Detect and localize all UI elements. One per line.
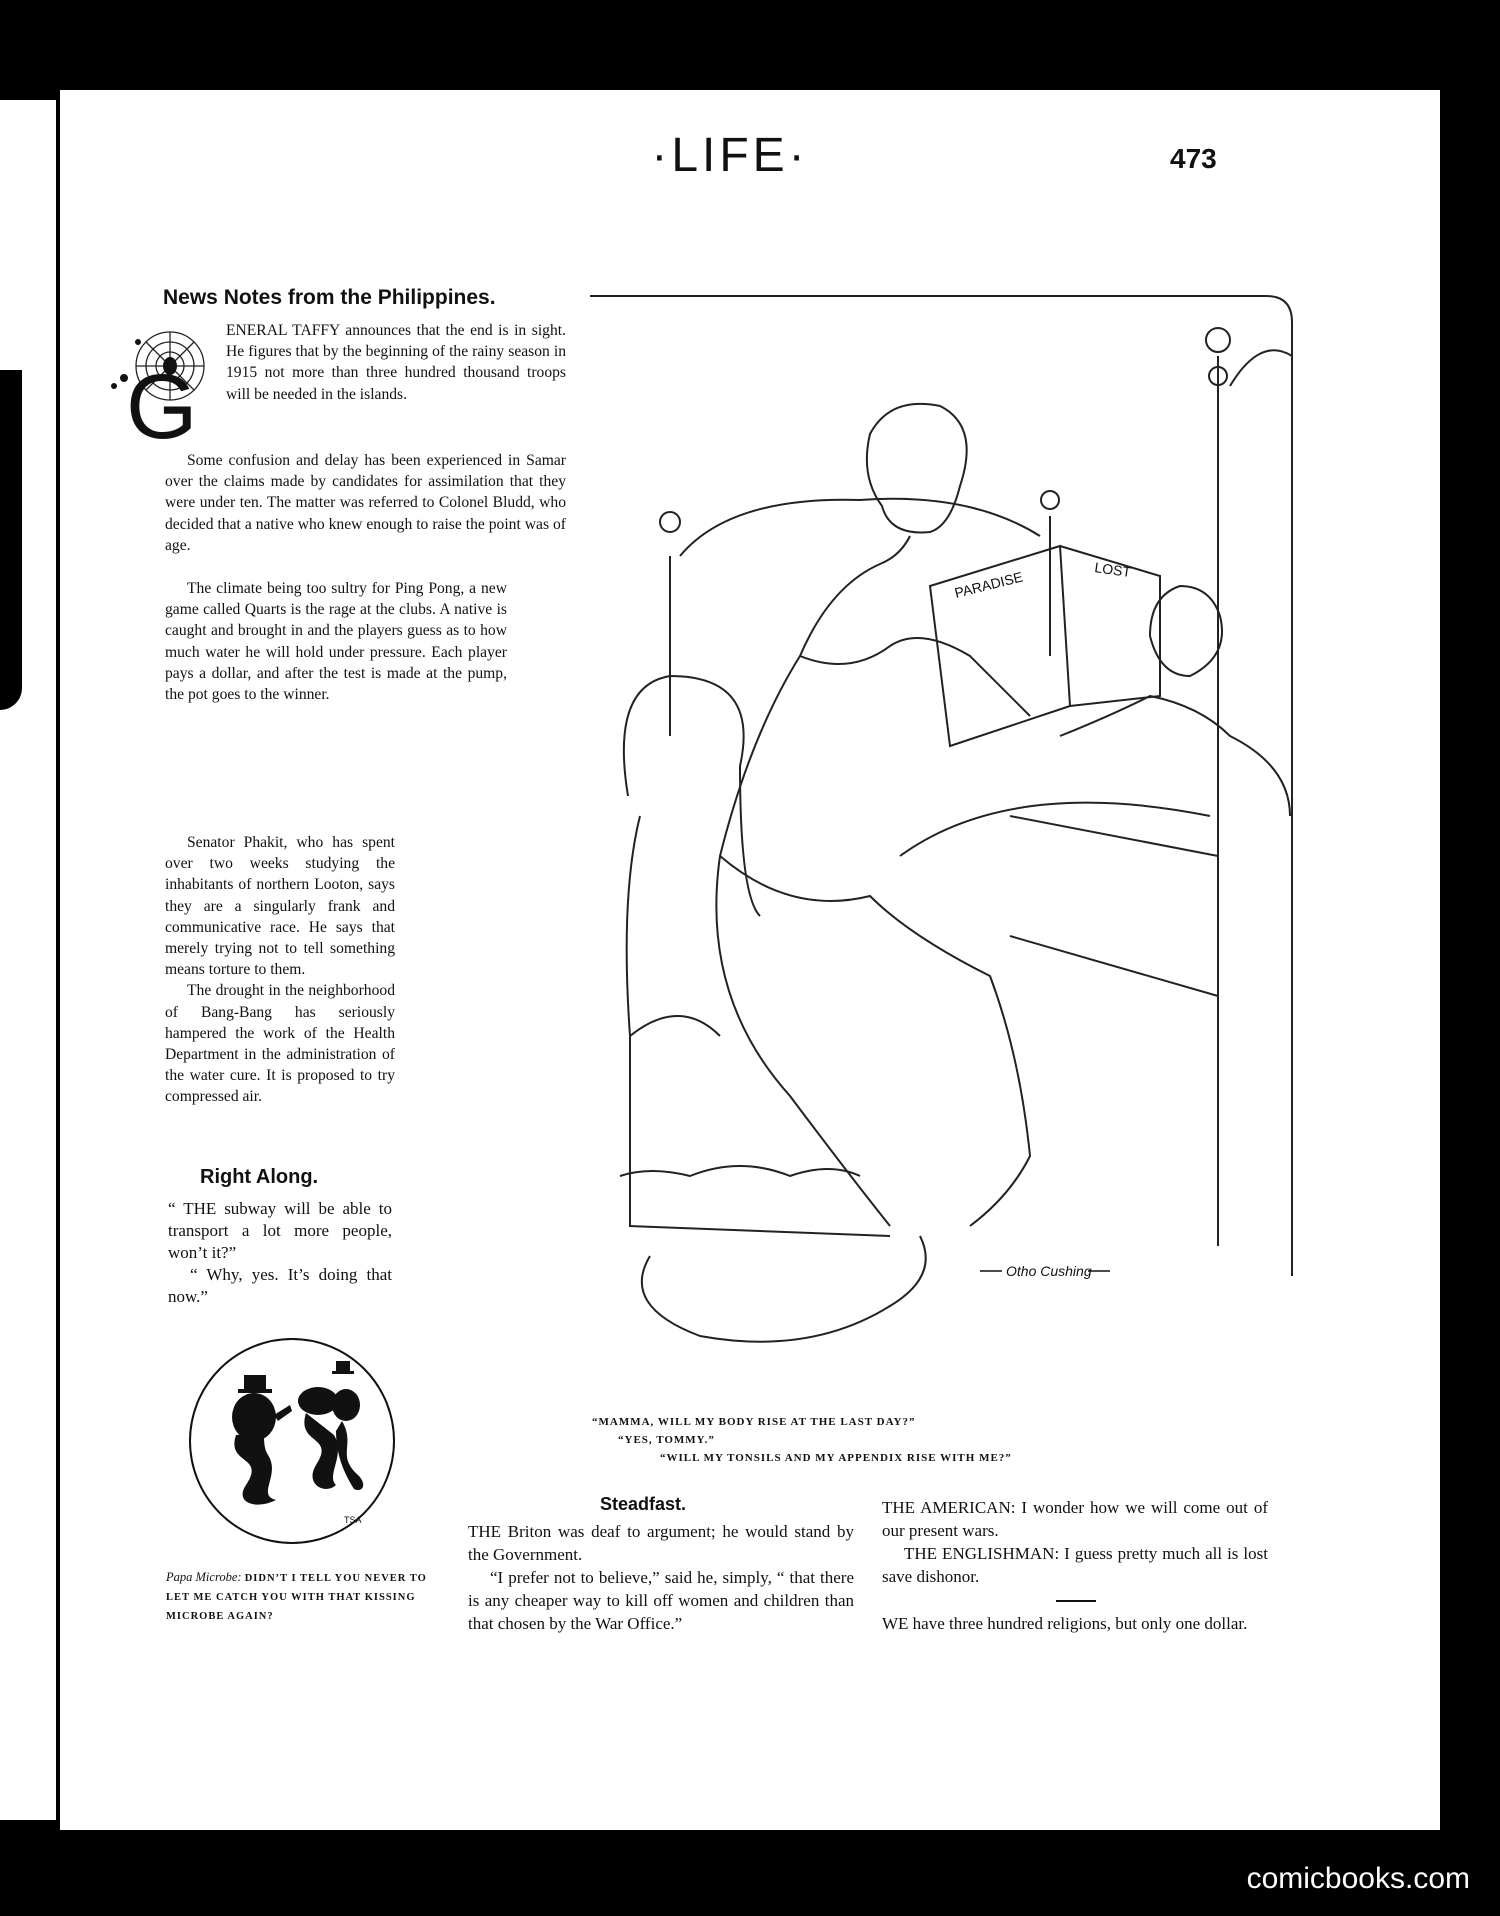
microbe-cartoon — [186, 1335, 398, 1547]
page-number: 473 — [1170, 143, 1217, 174]
news-notes-body-narrow — [165, 620, 395, 1108]
steadfast-p1: THE Briton was deaf to argument; he would stand by the Government. — [468, 1522, 854, 1564]
religions-text: WE have three hundred religions, but only one dollar. — [882, 1614, 1248, 1633]
illustration-caption-3: “WILL MY TONSILS AND MY APPENDIX RISE WITH ME?” — [660, 1452, 1012, 1464]
right-along-line2: “ Why, yes. It’s doing that now.” — [168, 1265, 392, 1306]
mother-reading-illustration — [590, 296, 1298, 1386]
american-p1: THE AMERICAN: I wonder how we will come out of our present wars. — [882, 1498, 1268, 1540]
previous-page-illustration — [0, 370, 22, 710]
news-notes-p3: The climate being too sultry for Ping Pong, a new game called Quarts is the rage at the clubs. A native is caught and brought in and the players guess as to how much water he will hold under pressure. Each player pays a dollar, and after the test is made at the pump, the pot goes to the winner. — [165, 580, 507, 704]
microbe-illustration — [186, 1335, 398, 1547]
microbe-caption-text: DIDN’T I TELL YOU NEVER TO LET ME CATCH YOU WITH THAT KISSING MICROBE AGAIN? — [166, 1573, 427, 1622]
svg-text:G: G — [126, 356, 198, 458]
news-notes-p1: ENERAL TAFFY announces that the end is in sight. He figures that by the beginning of the rainy season in 1915 not more than three hundred thousand troops will be needed in the islands. — [226, 322, 566, 403]
religions-body — [882, 1612, 1268, 1635]
book-title-word2: LOST — [1093, 559, 1133, 581]
news-notes-title: News Notes from the Philippines. — [163, 286, 496, 309]
right-along-line1: “ THE subway will be able to transport a lot more people, won’t it?” — [168, 1199, 392, 1262]
spider-web-icon — [108, 326, 218, 458]
news-notes-body-mid — [165, 578, 507, 704]
news-notes-body-wide — [165, 450, 566, 556]
news-notes-p4: Senator Phakit, who has spent over two weeks studying the inhabitants of northern Looton, says they are a singularly frank and communicative race. He says that merely trying not to tell something means torture to them. — [165, 834, 395, 979]
american-body — [882, 1496, 1268, 1588]
site-watermark: comicbooks.com — [1246, 1862, 1470, 1895]
steadfast-p2: “I prefer not to believe,” said he, simply, “ that there is any cheaper way to kill off women and children than that chosen by the War Office.” — [468, 1568, 854, 1633]
right-along-body — [168, 1198, 392, 1308]
news-notes-p5: The drought in the neighborhood of Bang-Bang has seriously hampered the work of the Health Department in the administration of the water cure. It is proposed to try compressed air. — [165, 982, 395, 1106]
previous-page-edge — [0, 100, 56, 1820]
microbe-caption-speaker: Papa Microbe: — [166, 1570, 242, 1584]
news-notes-p2: Some confusion and delay has been experienced in Samar over the claims made by candidates for assimilation that they were under ten. The matter was referred to Colonel Bludd, who decided that a native who knew enough to raise the point was of age. — [165, 452, 566, 554]
steadfast-title: Steadfast. — [600, 1494, 687, 1514]
artist-signature: Otho Cushing — [1006, 1263, 1092, 1279]
microbe-caption — [166, 1568, 446, 1625]
steadfast-body — [468, 1520, 854, 1635]
illustration-caption-2: “YES, TOMMY.” — [618, 1434, 715, 1446]
book-title-word1: PARADISE — [952, 568, 1025, 601]
divider — [1056, 1600, 1096, 1602]
news-notes-intro — [226, 320, 566, 405]
main-illustration — [590, 296, 1298, 1386]
spiderweb-dropcap — [108, 326, 218, 458]
right-along-title: Right Along. — [200, 1166, 319, 1188]
illustration-caption-1: “MAMMA, WILL MY BODY RISE AT THE LAST DAY?” — [592, 1416, 916, 1428]
svg-text:TSA: TSA — [344, 1515, 362, 1525]
masthead: ·LIFE· — [651, 129, 809, 182]
american-p2: THE ENGLISHMAN: I guess pretty much all is lost save dishonor. — [882, 1544, 1268, 1586]
